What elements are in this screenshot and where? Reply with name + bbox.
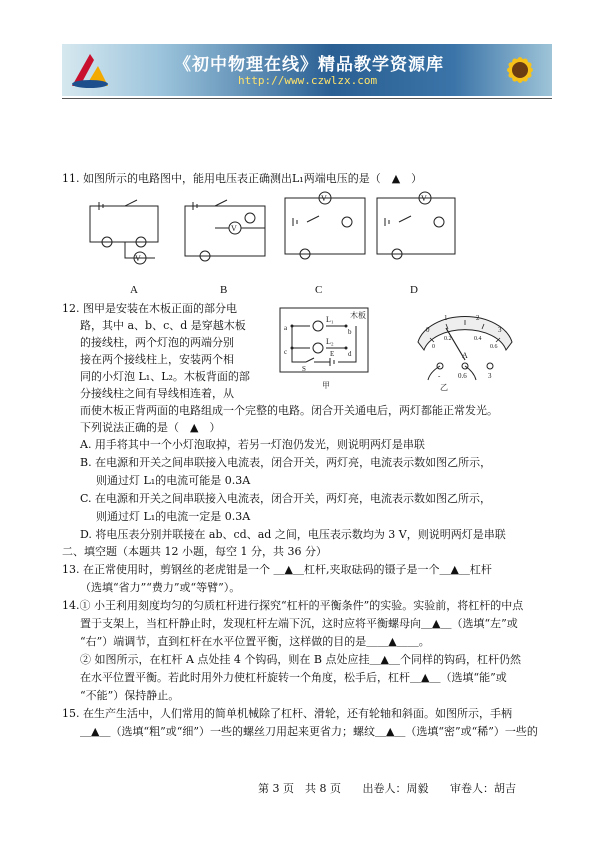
- scale-top-1: 1: [444, 314, 448, 322]
- q14-line: 14.① 小王利用刻度均匀的匀质杠杆进行探究“杠杆的平衡条件”的实验。实验前，将杠杆的中点: [62, 599, 524, 612]
- q11-option-d: D: [410, 284, 418, 296]
- site-url: http://www.czwlzx.com: [238, 74, 378, 87]
- q11-circuits-figure: [85, 188, 465, 278]
- q12-option-c: C. 在电源和开关之间串联接入电流表，闭合开关，两灯亮，电流表示数如图乙所示，: [80, 492, 492, 505]
- source-label: E: [330, 350, 335, 358]
- terminal-d: d: [348, 350, 352, 358]
- scale-bottom-3: 0.6: [490, 344, 498, 350]
- site-logo-icon: [68, 50, 112, 90]
- figure-yi-caption: 乙: [440, 383, 448, 392]
- q15-line: 15. 在生产生活中，人们常用的简单机械除了杠杆、滑轮，还有轮轴和斜面。如图所示，手柄: [62, 707, 512, 720]
- lamp-l1-label: L₁: [326, 315, 334, 324]
- header-banner: [62, 44, 552, 96]
- scale-top-2: 2: [476, 314, 480, 322]
- q12-line: 的接线柱，两个灯泡的两端分别: [80, 336, 234, 349]
- lamp-l2-label: L₂: [326, 337, 334, 346]
- q14-line: 置于支架上，当杠杆静止时，发现杠杆左端下沉，这时应将平衡螺母向＿▲＿（选填“左”或: [80, 617, 518, 630]
- q15-line: ＿▲＿（选填“粗”或“细”）一些的螺丝刀用起来更省力；螺纹＿▲＿（选填“密”或“稀”）一些的: [80, 725, 538, 738]
- page-number: 第 3 页 共 8 页: [258, 782, 341, 795]
- q12-line: 同的小灯泡 L₁、L₂。木板背面的部: [80, 370, 250, 383]
- reviewer: 审卷人：胡吉: [449, 782, 516, 795]
- figure-jia-caption: 甲: [322, 381, 330, 390]
- site-title: 《初中物理在线》精品教学资源库: [174, 55, 444, 75]
- q12-line: 下列说法正确的是（ ▲ ）: [80, 421, 221, 434]
- q12-line: 12. 图甲是安装在木板正面的部分电: [62, 302, 237, 315]
- terminal-b: b: [348, 328, 352, 336]
- svg-text:V: V: [135, 254, 141, 263]
- scale-top-0: 0: [426, 326, 430, 334]
- ammeter-unit: A: [462, 351, 468, 360]
- q13-line: （选填“省力”“费力”或“等臂”）。: [80, 581, 241, 594]
- q12-line: 接在两个接线柱上，安装两个相: [80, 353, 234, 366]
- header-rule: [62, 98, 552, 99]
- q14-line: 在水平位置平衡。若此时用外力使杠杆旋转一个角度，松手后，杠杆＿▲＿（选填“能”或: [80, 671, 507, 684]
- terminal-c: c: [284, 348, 288, 356]
- q12-option-c-cont: 则通过灯 L₁的电流一定是 0.3A: [96, 510, 251, 523]
- q12-line: 而使木板正背两面的电路组成一个完整的电路。闭合开关通电后，两灯都能正常发光。: [80, 404, 498, 417]
- q14-line: ② 如图所示，在杠杆 A 点处挂 4 个钩码，则在 B 点处应挂＿▲＿个同样的钩码，杠杆仍然: [80, 653, 521, 666]
- q12-ammeter-figure: [410, 302, 520, 394]
- terminal-06: 0.6: [458, 372, 467, 380]
- q12-line: 分接线柱之间有导线相连着，从: [80, 387, 234, 400]
- q11-option-b: B: [220, 284, 228, 296]
- switch-label: S: [302, 365, 306, 373]
- q12-option-b-cont: 则通过灯 L₁的电流可能是 0.3A: [96, 474, 251, 487]
- terminal-a: a: [284, 324, 288, 332]
- q11-option-c: C: [315, 284, 323, 296]
- terminal-3: 3: [488, 372, 492, 380]
- sunflower-icon: [480, 44, 550, 96]
- board-label: 木板: [350, 311, 366, 320]
- terminal-neg: -: [438, 372, 441, 380]
- svg-text:V: V: [231, 224, 237, 233]
- q14-line: “右”）端调节，直到杠杆在水平位置平衡，这样做的目的是＿＿▲＿＿。: [80, 635, 430, 648]
- scale-bottom-2: 0.4: [474, 336, 482, 342]
- q12-option-a: A. 用手将其中一个小灯泡取掉，若另一灯泡仍发光，则说明两灯是串联: [80, 438, 425, 451]
- author: 出卷人：周毅: [362, 782, 429, 795]
- scale-top-3: 3: [498, 326, 502, 334]
- q11-option-a: A: [130, 284, 138, 296]
- q12-option-d: D. 将电压表分别并联接在 ab、cd、ad 之间，电压表示数均为 3 V，则说明两灯是串联: [80, 528, 506, 541]
- q14-line: “不能”）保持静止。: [80, 689, 180, 702]
- q12-board-circuit-figure: [270, 304, 382, 394]
- svg-text:V: V: [421, 194, 427, 203]
- q12-option-b: B. 在电源和开关之间串联接入电流表，闭合开关，两灯亮，电流表示数如图乙所示，: [80, 456, 492, 469]
- svg-text:V: V: [321, 194, 327, 203]
- scale-bottom-0: 0: [432, 344, 435, 350]
- q12-line: 路，其中 a、b、c、d 是穿越木板: [80, 319, 246, 332]
- q11-stem: 11. 如图所示的电路图中，能用电压表正确测出L₁两端电压的是（ ▲ ）: [62, 172, 423, 185]
- section-heading: 二、填空题（本题共 12 小题，每空 1 分，共 36 分）: [62, 545, 327, 558]
- page-footer: [258, 780, 534, 796]
- q13-line: 13. 在正常使用时，剪钢丝的老虎钳是一个 ＿▲＿杠杆,夹取砝码的镊子是一个＿▲＿杠杆: [62, 563, 492, 576]
- scale-bottom-1: 0.2: [444, 336, 452, 342]
